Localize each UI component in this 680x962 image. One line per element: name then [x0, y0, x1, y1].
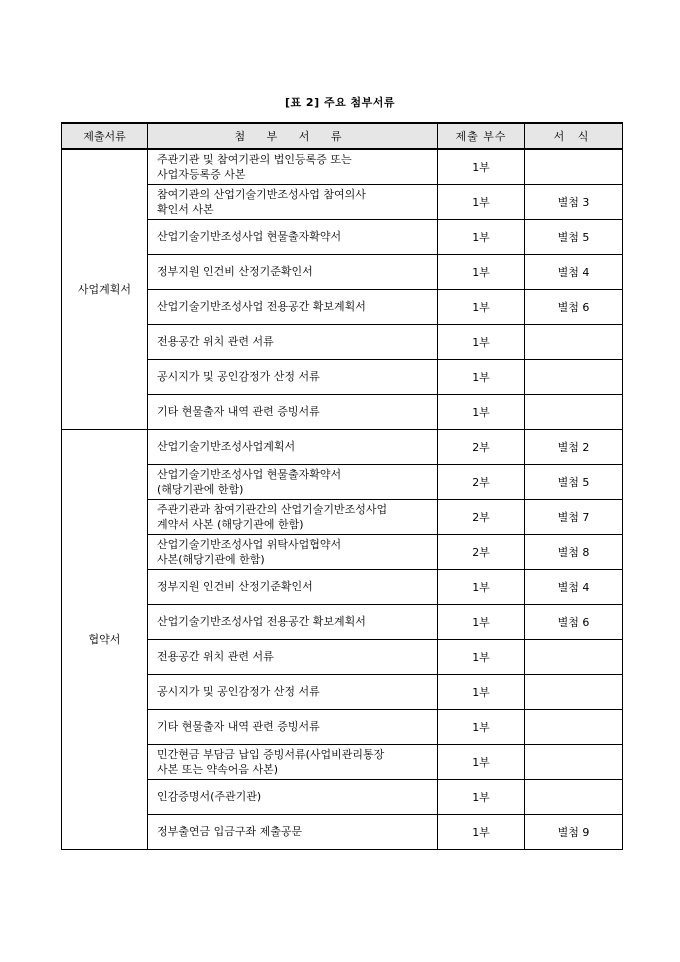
count-cell: 1부 [438, 184, 525, 219]
category-cell: 협약서 [62, 429, 148, 849]
form-cell [525, 779, 623, 814]
form-cell [525, 744, 623, 779]
count-cell: 1부 [438, 569, 525, 604]
count-cell: 1부 [438, 604, 525, 639]
table-row [62, 429, 623, 464]
document-cell: 기타 현물출자 내역 관련 증빙서류 [148, 394, 438, 429]
count-cell: 1부 [438, 674, 525, 709]
form-cell: 별첨 7 [525, 499, 623, 534]
count-cell: 2부 [438, 464, 525, 499]
form-cell [525, 149, 623, 184]
header-category: 제출서류 [62, 123, 148, 149]
document-cell: 기타 현물출자 내역 관련 증빙서류 [148, 709, 438, 744]
category-cell: 사업계획서 [62, 149, 148, 429]
table-row [62, 149, 623, 184]
count-cell: 1부 [438, 639, 525, 674]
form-cell: 별첨 3 [525, 184, 623, 219]
header-count: 제출 부수 [438, 123, 525, 149]
count-cell: 2부 [438, 429, 525, 464]
form-cell: 별첨 9 [525, 814, 623, 849]
form-cell [525, 394, 623, 429]
form-cell: 별첨 5 [525, 219, 623, 254]
document-cell: 정부지원 인건비 산정기준확인서 [148, 254, 438, 289]
document-cell: 주관기관 및 참여기관의 법인등록증 또는 사업자등록증 사본 [148, 149, 438, 184]
form-cell [525, 639, 623, 674]
form-cell: 별첨 4 [525, 254, 623, 289]
count-cell: 1부 [438, 289, 525, 324]
count-cell: 1부 [438, 744, 525, 779]
document-cell: 정부출연금 입금구좌 제출공문 [148, 814, 438, 849]
form-cell [525, 709, 623, 744]
document-cell: 인감증명서(주관기관) [148, 779, 438, 814]
count-cell: 1부 [438, 394, 525, 429]
form-cell [525, 324, 623, 359]
document-cell: 산업기술기반조성사업 위탁사업협약서 사본(해당기관에 한함) [148, 534, 438, 569]
count-cell: 1부 [438, 324, 525, 359]
document-cell: 산업기술기반조성사업 현물출자확약서 [148, 219, 438, 254]
table-caption: [표 2] 주요 첨부서류 [284, 96, 396, 109]
count-cell: 2부 [438, 534, 525, 569]
count-cell: 1부 [438, 149, 525, 184]
document-cell: 공시지가 및 공인감정가 산정 서류 [148, 359, 438, 394]
document-cell: 주관기관과 참여기관간의 산업기술기반조성사업 계약서 사본 (해당기관에 한함) [148, 499, 438, 534]
form-cell: 별첨 2 [525, 429, 623, 464]
form-cell: 별첨 8 [525, 534, 623, 569]
form-cell: 별첨 6 [525, 289, 623, 324]
document-cell: 민간현금 부담금 납입 증빙서류(사업비관리통장 사본 또는 약속어음 사본) [148, 744, 438, 779]
form-cell [525, 359, 623, 394]
header-document: 첨 부 서 류 [148, 123, 438, 149]
document-cell: 전용공간 위치 관련 서류 [148, 639, 438, 674]
form-cell: 별첨 6 [525, 604, 623, 639]
document-cell: 참여기관의 산업기술기반조성사업 참여의사 확인서 사본 [148, 184, 438, 219]
count-cell: 1부 [438, 709, 525, 744]
document-cell: 정부지원 인건비 산정기준확인서 [148, 569, 438, 604]
count-cell: 1부 [438, 254, 525, 289]
attachments-table [61, 122, 623, 850]
header-form: 서 식 [525, 123, 623, 149]
table-body [62, 149, 623, 849]
form-cell [525, 674, 623, 709]
document-cell: 전용공간 위치 관련 서류 [148, 324, 438, 359]
document-cell: 산업기술기반조성사업 전용공간 확보계획서 [148, 604, 438, 639]
count-cell: 1부 [438, 814, 525, 849]
document-cell: 산업기술기반조성사업 전용공간 확보계획서 [148, 289, 438, 324]
count-cell: 2부 [438, 499, 525, 534]
count-cell: 1부 [438, 219, 525, 254]
document-cell: 공시지가 및 공인감정가 산정 서류 [148, 674, 438, 709]
form-cell: 별첨 5 [525, 464, 623, 499]
table-header-row [62, 123, 623, 149]
document-cell: 산업기술기반조성사업 현물출자확약서 (해당기관에 한함) [148, 464, 438, 499]
count-cell: 1부 [438, 779, 525, 814]
document-cell: 산업기술기반조성사업계획서 [148, 429, 438, 464]
form-cell: 별첨 4 [525, 569, 623, 604]
count-cell: 1부 [438, 359, 525, 394]
